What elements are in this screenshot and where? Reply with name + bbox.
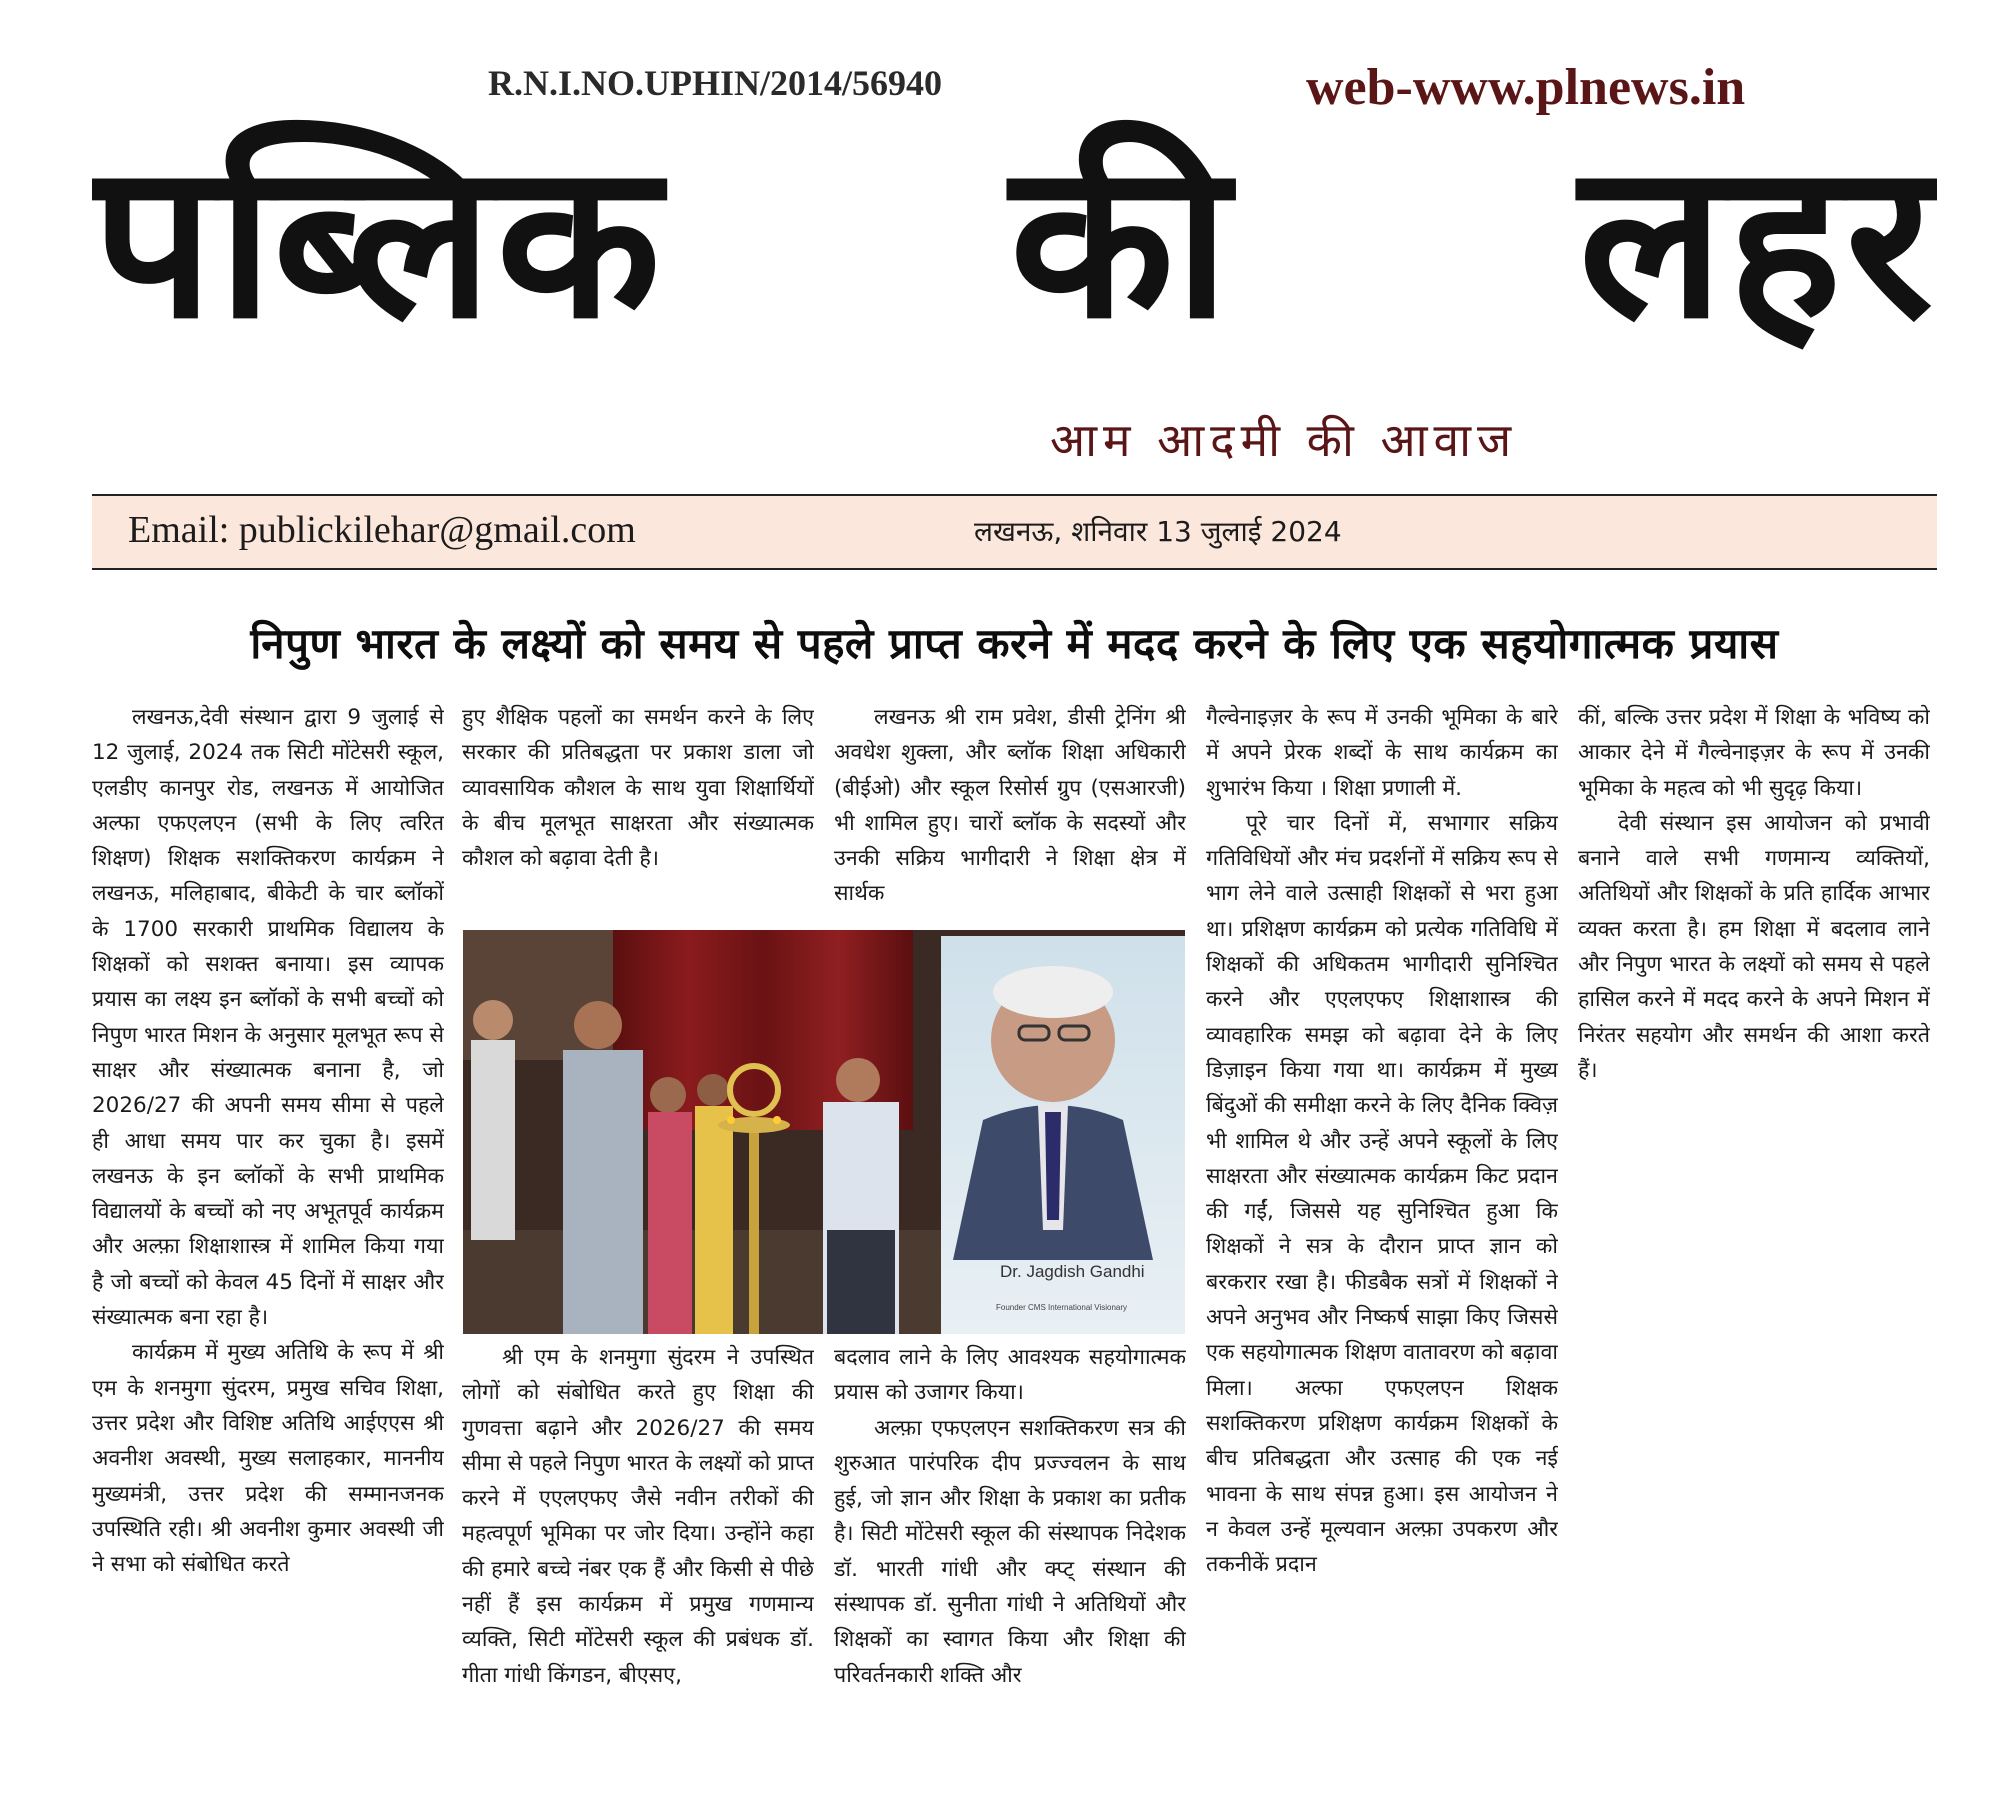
paragraph: कीं, बल्कि उत्तर प्रदेश में शिक्षा के भविष्य को आकार देने में गैल्वेनाइज़र के रूप में उनकी भूमिका के महत्व को भी सुदृढ़ किया। [1578, 705, 1930, 801]
paragraph: देवी संस्थान इस आयोजन को प्रभावी बनाने वाले सभी गणमान्य व्यक्तियों, अतिथियों और शिक्षकों के प्रति हार्दिक आभार व्यक्त करता है। हम शिक्षा में बदलाव लाने और निपुण भारत के लक्ष्यों को समय से पहले हासिल करने में मदद करने के अपने मिशन में निरंतर सहयोग और समर्थन की आशा करते हैं। [1578, 810, 1930, 1083]
paragraph: लखनऊ,देवी संस्थान द्वारा 9 जुलाई से 12 जुलाई, 2024 तक सिटी मोंटेसरी स्कूल, एलडीए कानपुर रोड, लखनऊ में आयोजित अल्फा एफएलएन (सभी के लिए त्वरित शिक्षण) शिक्षक सशक्तिकरण कार्यक्रम ने लखनऊ, मलिहाबाद, बीकेटी के चार ब्लॉकों के 1700 सरकारी प्राथमिक विद्यालय के शिक्षकों को सशक्त बनाया। इस व्यापक प्रयास का लक्ष्य इन ब्लॉकों के सभी बच्चों को निपुण भारत मिशन के अनुसार मूलभूत रूप से साक्षर और संख्यात्मक बनाना है, जो 2026/27 की अपनी समय सीमा से पहले ही आधा समय पार कर चुका है। इसमें लखनऊ के इन ब्लॉकों के सभी प्राथमिक विद्यालयों के बच्चों को नए अभूतपूर्व कार्यक्रम और अल्फ़ा शिक्षाशास्त्र में शामिल किया गया है जो बच्चों को केवल 45 दिनों में साक्षर और संख्यात्मक बना रहा है। [92, 705, 444, 1331]
dateline: लखनऊ, शनिवार 13 जुलाई 2024 [974, 515, 1342, 548]
article-column-4 [1206, 700, 1558, 1740]
paragraph: लखनऊ श्री राम प्रवेश, डीसी ट्रेनिंग श्री अवधेश शुक्ला, और ब्लॉक शिक्षा अधिकारी (बीईओ) और स्कूल रिसोर्स ग्रुप (एसआरजी) भी शामिल हुए। चारों ब्लॉक के सदस्यों और उनकी सक्रिय भागीदारी ने शिक्षा क्षेत्र में सार्थक [834, 705, 1186, 907]
paragraph: हुए शैक्षिक पहलों का समर्थन करने के लिए सरकार की प्रतिबद्धता पर प्रकाश डाला जो व्यावसायिक कौशल के साथ युवा शिक्षार्थियों के बीच मूलभूत साक्षरता और संख्यात्मक कौशल को बढ़ावा देती है। [462, 705, 814, 872]
banner-founder-line: Founder CMS International Visionary [996, 1303, 1128, 1312]
info-bar [92, 494, 1937, 570]
contact-email[interactable]: Email: publickilehar@gmail.com [128, 509, 636, 551]
paragraph: गैल्वेनाइज़र के रूप में उनकी भूमिका के बारे में अपने प्रेरक शब्दों के साथ कार्यक्रम का शुभारंभ किया । शिक्षा प्रणाली में. [1206, 705, 1558, 801]
article-column-3-top [834, 700, 1186, 920]
website-address[interactable]: web-www.plnews.in [1306, 59, 1746, 116]
newspaper-masthead: पब्लिक की लहर [92, 117, 1937, 366]
article-column-5 [1578, 700, 1930, 1200]
paragraph: पूरे चार दिनों में, सभागार सक्रिय गतिविधियों और मंच प्रदर्शनों में सक्रिय रूप से भाग लेने वाले उत्साही शिक्षकों से भरा हुआ था। प्रशिक्षण कार्यक्रम को प्रत्येक गतिविधि में शिक्षकों की अधिकतम भागीदारी सुनिश्चित करने और एएलएफए शिक्षाशास्त्र की व्यावहारिक समझ को बढ़ावा देने के लिए डिज़ाइन किया गया था। कार्यक्रम में मुख्य बिंदुओं की समीक्षा करने के लिए दैनिक क्विज़ भी शामिल थे और उन्हें अपने स्कूलों के लिए साक्षरता और संख्यात्मक कार्यक्रम किट प्रदान की गईं, जिससे यह सुनिश्चित हुआ कि शिक्षकों ने सत्र के दौरान प्राप्त ज्ञान को बरकरार रखा है। फीडबैक सत्रों में शिक्षकों ने अपने अनुभव और निष्कर्ष साझा किए जिससे एक सहयोगात्मक शिक्षण वातावरण को बढ़ावा मिला। अल्फा एफएलएन शिक्षक सशक्तिकरण प्रशिक्षण कार्यक्रम शिक्षकों के बीच प्रतिबद्धता और उत्साह की एक नई भावना के साथ संपन्न हुआ। इस आयोजन ने न केवल उन्हें मूल्यवान अल्फ़ा उपकरण और तकनीकें प्रदान [1206, 810, 1558, 1578]
article-column-2-bottom [462, 1340, 814, 1740]
rni-number: R.N.I.NO.UPHIN/2014/56940 [488, 63, 943, 103]
paragraph: बदलाव लाने के लिए आवश्यक सहयोगात्मक प्रयास को उजागर किया। [834, 1345, 1186, 1406]
banner-nameplate: Dr. Jagdish Gandhi [1000, 1262, 1145, 1281]
article-column-2-top [462, 700, 814, 920]
article-column-1 [92, 700, 444, 1740]
newspaper-tagline: आम आदमी की आवाज [1050, 413, 1518, 467]
paragraph: श्री एम के शनमुगा सुंदरम ने उपस्थित लोगों को संबोधित करते हुए शिक्षा की गुणवत्ता बढ़ाने और 2026/27 की समय सीमा से पहले निपुण भारत के लक्ष्यों को प्राप्त करने में एएलएफए जैसे नवीन तरीकों की महत्वपूर्ण भूमिका पर जोर दिया। उन्होंने कहा की हमारे बच्चे नंबर एक हैं और किसी से पीछे नहीं हैं इस कार्यक्रम में प्रमुख गणमान्य व्यक्ति, सिटी मोंटेसरी स्कूल की प्रबंधक डॉ. गीता गांधी किंगडन, बीएसए, [462, 1345, 814, 1688]
paragraph: अल्फ़ा एफएलएन सशक्तिकरण सत्र की शुरुआत पारंपरिक दीप प्रज्ज्वलन के साथ हुई, जो ज्ञान और शिक्षा के प्रकाश का प्रतीक है। सिटी मोंटेसरी स्कूल की संस्थापक निदेशक डॉ. भारती गांधी और क्प्ट् संस्थान की संस्थापक डॉ. सुनीता गांधी ने अतिथियों और शिक्षकों का स्वागत किया और शिक्षा की परिवर्तनकारी शक्ति और [834, 1415, 1186, 1688]
article-headline: निपुण भारत के लक्ष्यों को समय से पहले प्राप्त करने में मदद करने के लिए एक सहयोगात्मक प्रयास [250, 619, 1779, 668]
article-column-3-bottom [834, 1340, 1186, 1740]
paragraph: कार्यक्रम में मुख्य अतिथि के रूप में श्री एम के शनमुगा सुंदरम, प्रमुख सचिव शिक्षा, उत्तर प्रदेश और विशिष्ट अतिथि आईएएस श्री अवनीश अवस्थी, मुख्य सलाहकार, माननीय मुख्यमंत्री, उत्तर प्रदेश की सम्मानजनक उपस्थिति रही। श्री अवनीश कुमार अवस्थी जी ने सभा को संबोधित करते [92, 1340, 444, 1578]
